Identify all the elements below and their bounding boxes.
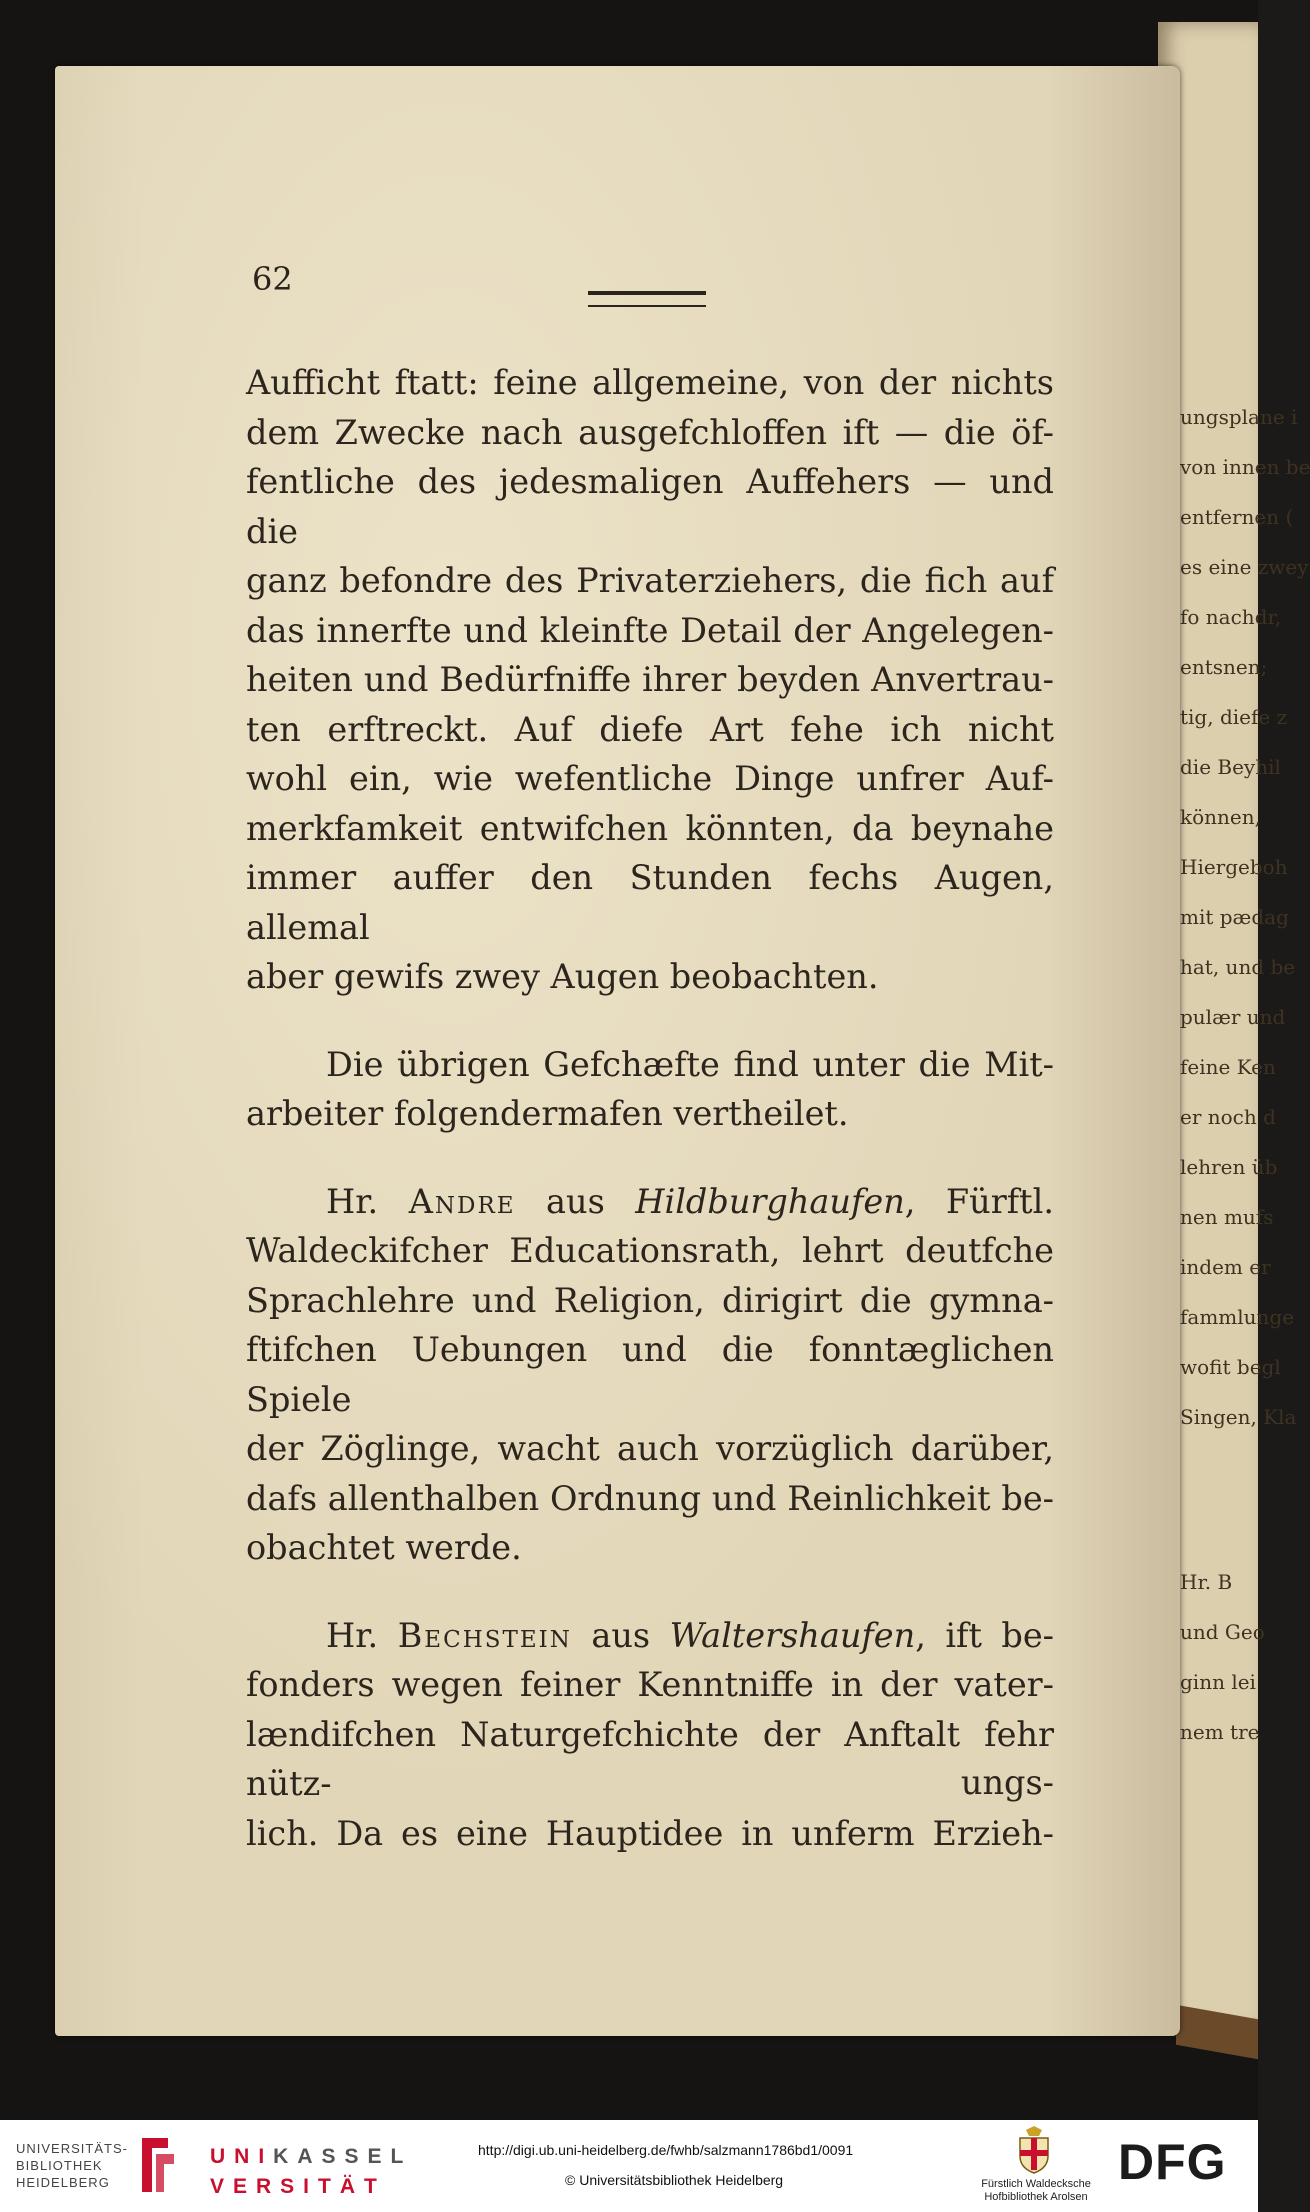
next-page-fragment: Hiergeboh xyxy=(1180,855,1288,879)
uni-kassel-logo: UNIKASSEL VERSITÄT xyxy=(210,2145,413,2198)
person-name-andre: Andre xyxy=(408,1181,516,1221)
next-page-fragment: ungsplane i xyxy=(1180,405,1298,429)
paragraph-4-line: lændifchen Naturgefchichte der Anftalt fehr nütz- xyxy=(246,1714,1054,1803)
permalink-url[interactable]: http://digi.ub.uni-heidelberg.de/fwhb/salzmann1786bd1/0091 xyxy=(478,2142,854,2158)
next-page-fragment: indem er xyxy=(1180,1255,1271,1279)
paragraph-1-line: heiten und Bedürfniffe ihrer beyden Anvertrau- xyxy=(246,660,1054,699)
paragraph-1 xyxy=(246,358,1054,1002)
dfg-logo: DFG xyxy=(1118,2134,1227,2190)
arolsen-crest-icon xyxy=(1015,2126,1053,2174)
next-page-fragment: entfernen ( xyxy=(1180,505,1294,529)
place-hildburghausen: Hildburghaufen xyxy=(635,1181,905,1221)
next-page-fragment: er noch d xyxy=(1180,1105,1276,1129)
heidelberg-logo-icon xyxy=(138,2134,178,2196)
next-page-fragment: feine Ken xyxy=(1180,1055,1276,1079)
paragraph-3 xyxy=(246,1177,1054,1573)
next-page-fragment: ginn lei xyxy=(1180,1670,1256,1694)
next-page-fragment: Hr. B xyxy=(1180,1570,1233,1594)
next-page-fragment: hat, und be xyxy=(1180,955,1296,979)
page-number: 62 xyxy=(252,260,293,298)
next-page-fragment: fo nachdr, xyxy=(1180,605,1282,629)
copyright-notice: © Universitätsbibliothek Heidelberg xyxy=(565,2172,784,2188)
next-page-fragment: von innen be xyxy=(1180,455,1310,479)
next-page-fragment: tig, diefe z xyxy=(1180,705,1288,729)
paragraph-2 xyxy=(246,1040,1054,1139)
paragraph-1-line: Aufficht ftatt: feine allgemeine, von der nichts xyxy=(246,363,1054,402)
paragraph-4 xyxy=(246,1611,1054,1859)
paragraph-3-line: der Zöglinge, wacht auch vorzüglich darüber, xyxy=(246,1429,1054,1468)
paragraph-1-line: dem Zwecke nach ausgefchloffen ift — die öf- xyxy=(246,412,1054,452)
paragraph-3-line: obachtet werde. xyxy=(246,1528,522,1567)
paragraph-3-line: Waldeckifcher Educationsrath, lehrt deutfche xyxy=(246,1231,1054,1270)
next-page-fragment: es eine zwey xyxy=(1180,555,1309,579)
next-page-lower-text xyxy=(1180,1557,1265,1757)
place-waltershausen: Waltershaufen xyxy=(669,1615,916,1655)
heidelberg-library-name: UNIVERSITÄTS- BIBLIOTHEK HEIDELBERG xyxy=(16,2141,128,2190)
next-page-fragment: und Geo xyxy=(1180,1620,1265,1644)
person-name-bechstein: Bechstein xyxy=(397,1615,572,1655)
paragraph-1-line: wohl ein, wie wefentliche Dinge unfrer Auf- xyxy=(246,759,1054,798)
next-page-fragment: Singen, Kla xyxy=(1180,1405,1297,1429)
paragraph-1-line: ten erftreckt. Auf diefe Art fehe ich nicht xyxy=(246,709,1054,749)
next-page-fragment: lehren üb xyxy=(1180,1155,1278,1179)
next-page-fragment: nem tre xyxy=(1180,1720,1260,1744)
catchword: ungs- xyxy=(960,1763,1054,1802)
next-page-fragment: mit pædag xyxy=(1180,905,1289,929)
paragraph-1-line: merkfamkeit entwifchen könnten, da beynahe xyxy=(246,808,1054,848)
header-rule xyxy=(588,291,706,307)
paragraph-3-first-line: Hr. Andre aus Hildburghaufen, Fürftl. xyxy=(326,1181,1054,1221)
next-page-fragment: fammlunge xyxy=(1180,1305,1295,1329)
paragraph-4-first-line: Hr. Bechstein aus Waltershaufen, ift be- xyxy=(326,1615,1054,1655)
next-page-fragment: können, xyxy=(1180,805,1261,829)
paragraph-1-line: fentliche des jedesmaligen Auffehers — und die xyxy=(246,462,1054,551)
arolsen-library-name: Fürstlich Waldecksche Hofbibliothek Arolsen xyxy=(981,2178,1091,2203)
next-page-fragment: nen mufs xyxy=(1180,1205,1274,1229)
paragraph-3-line: ftifchen Uebungen und die fonntæglichen Spiele xyxy=(246,1330,1054,1419)
paragraph-4-line: fonders wegen feiner Kenntniffe in der vater- xyxy=(246,1665,1054,1704)
next-page-fragment: die Beyhil xyxy=(1180,755,1281,779)
paragraph-3-line: Sprachlehre und Religion, dirigirt die gymna- xyxy=(246,1280,1054,1320)
paragraph-1-line: ganz befondre des Privaterziehers, die fich auf xyxy=(246,561,1054,600)
paragraph-3-line: dafs allenthalben Ordnung und Reinlichkeit be- xyxy=(246,1478,1054,1518)
paragraph-1-line: immer auffer den Stunden fechs Augen, allemal xyxy=(246,858,1054,947)
next-page-fragment: wofit begl xyxy=(1180,1355,1281,1379)
paragraph-1-line: das innerfte und kleinfte Detail der Angelegen- xyxy=(246,610,1054,650)
next-page-fragment: pulær und xyxy=(1180,1005,1286,1029)
next-page-upper-text xyxy=(1180,392,1310,1442)
page-text xyxy=(246,358,1054,1858)
next-page-fragment: entsnen; xyxy=(1180,655,1268,679)
paragraph-4-line: lich. Da es eine Hauptidee in unferm Erzieh- xyxy=(246,1813,1054,1853)
footer-bar xyxy=(0,2120,1258,2212)
paragraph-2-line: Die übrigen Gefchæfte find unter die Mit- xyxy=(326,1044,1054,1084)
paragraph-2-line: arbeiter folgendermafen vertheilet. xyxy=(246,1094,849,1133)
paragraph-1-line: aber gewifs zwey Augen beobachten. xyxy=(246,957,879,996)
